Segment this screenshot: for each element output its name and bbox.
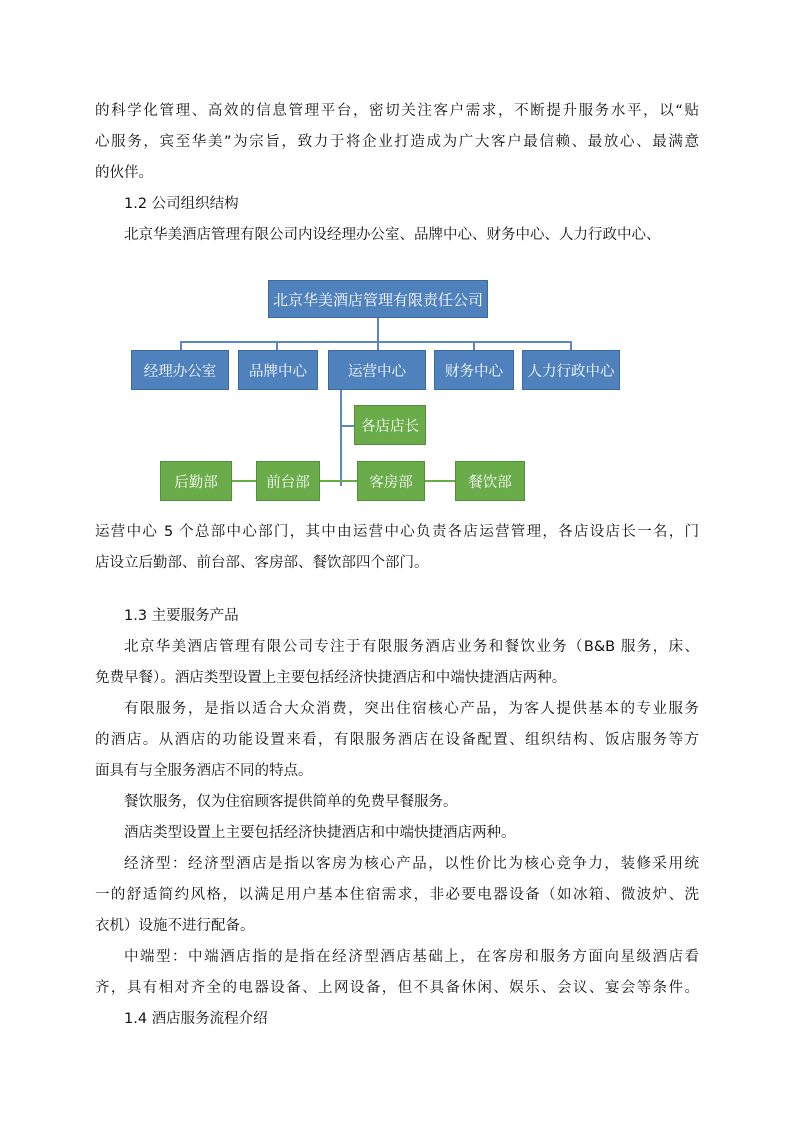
connector: [425, 480, 455, 482]
connector: [180, 341, 572, 343]
text-line: 衣机）设施不进行配备。: [95, 918, 255, 934]
org-node-hr-admin-center: 人力行政中心: [522, 350, 620, 390]
org-node-finance-center: 财务中心: [434, 350, 514, 390]
org-node-housekeeping: 客房部: [357, 461, 425, 501]
org-node-front-desk: 前台部: [256, 461, 320, 501]
org-node-catering: 餐饮部: [455, 461, 525, 501]
text-line: 运营中心 5 个总部中心部门，其中由运营中心负责各店运营管理，各店设店长一名，门: [95, 524, 699, 540]
connector: [276, 341, 278, 350]
text-line: 面具有与全服务酒店不同的特点。: [95, 763, 313, 779]
text-line: 的科学化管理、高效的信息管理平台，密切关注客户需求，不断提升服务水平，以“贴: [95, 103, 699, 119]
text-line: 有限服务，是指以适合大众消费，突出住宿核心产品，为客人提供基本的专业服务: [124, 701, 699, 717]
org-node-brand-center: 品牌中心: [238, 350, 318, 390]
text-line: 齐，具有相对齐全的电器设备、上网设备，但不具备休闲、娱乐、会议、宴会等条件。: [95, 980, 699, 996]
org-node-operations-center: 运营中心: [328, 350, 426, 390]
connector: [570, 341, 572, 350]
text-line: 餐饮服务，仅为住宿顾客提供简单的免费早餐服务。: [124, 794, 458, 810]
org-root-node: 北京华美酒店管理有限责任公司: [268, 280, 488, 318]
text-line: 北京华美酒店管理有限公司内设经理办公室、品牌中心、财务中心、人力行政中心、: [124, 227, 661, 243]
connector: [320, 480, 360, 482]
section-heading: 1.3 主要服务产品: [124, 608, 239, 624]
text-line: 北京华美酒店管理有限公司专注于有限服务酒店业务和餐饮业务（B&B 服务，床、: [124, 639, 699, 655]
connector: [340, 425, 354, 427]
connector: [377, 318, 379, 342]
connector: [232, 480, 256, 482]
connector: [473, 341, 475, 350]
org-node-logistics: 后勤部: [160, 461, 232, 501]
text-line: 酒店类型设置上主要包括经济快捷酒店和中端快捷酒店两种。: [124, 825, 516, 841]
text-line: 一的舒适简约风格，以满足用户基本住宿需求，非必要电器设备（如冰箱、微波炉、洗: [95, 887, 699, 903]
text-line: 中端型：中端酒店指的是指在经济型酒店基础上，在客房和服务方面向星级酒店看: [124, 949, 699, 965]
org-node-manager-office: 经理办公室: [131, 350, 229, 390]
text-line: 的酒店。从酒店的功能设置来看，有限服务酒店在设备配置、组织结构、饭店服务等方: [95, 732, 699, 748]
text-line: 免费早餐）。酒店类型设置上主要包括经济快捷酒店和中端快捷酒店两种。: [95, 670, 567, 686]
section-heading: 1.4 酒店服务流程介绍: [124, 1011, 268, 1027]
org-node-store-manager: 各店店长: [354, 405, 426, 445]
connector: [377, 341, 379, 350]
text-line: 心服务，宾至华美”为宗旨，致力于将企业打造成为广大客户最信赖、最放心、最满意: [95, 134, 699, 150]
connector: [180, 341, 182, 350]
text-line: 的伙伴。: [95, 165, 153, 181]
text-line: 店设立后勤部、前台部、客房部、餐饮部四个部门。: [95, 555, 429, 571]
connector: [340, 390, 342, 486]
text-line: 经济型：经济型酒店是指以客房为核心产品，以性价比为核心竞争力，装修采用统: [124, 856, 699, 872]
section-heading: 1.2 公司组织结构: [124, 196, 239, 212]
